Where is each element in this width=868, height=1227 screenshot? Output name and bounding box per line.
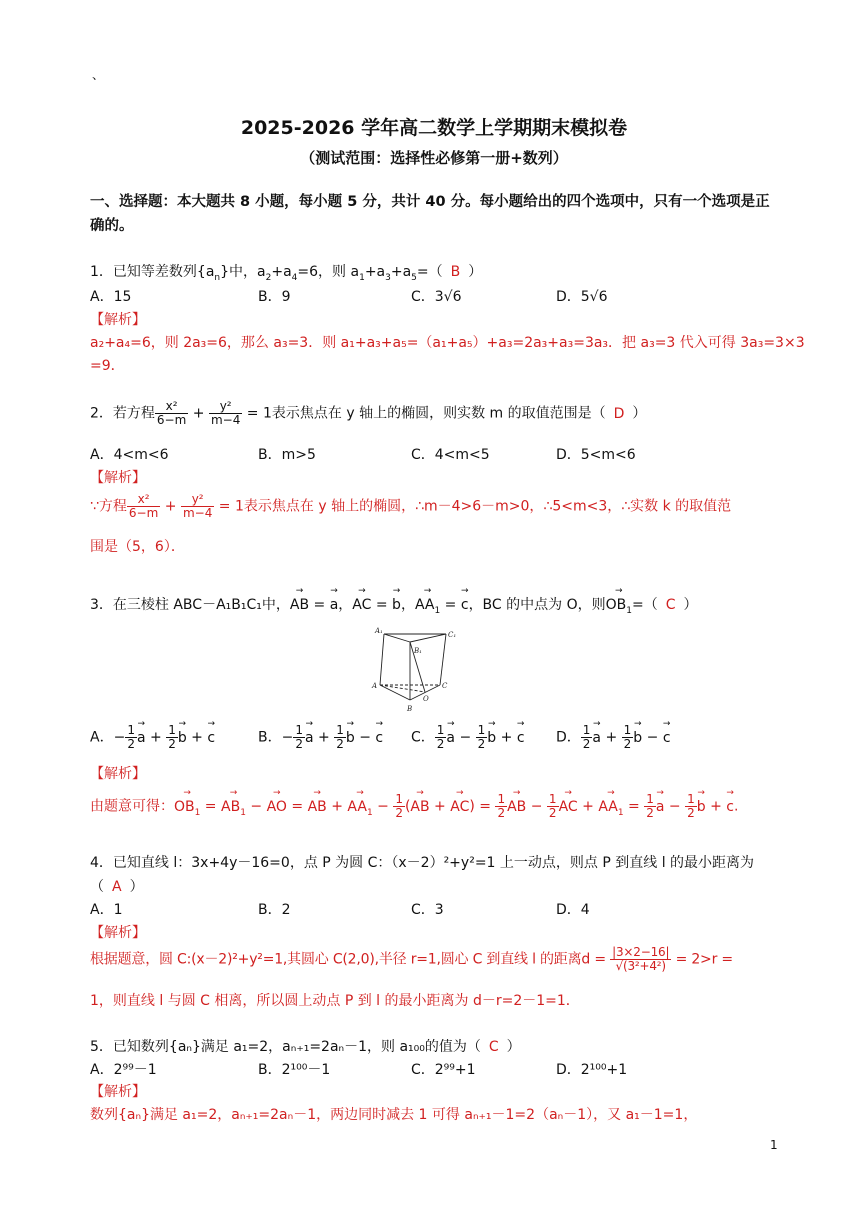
q5-analysis-label: 【解析】 [90,1084,146,1100]
q4-option-a: A．1 [90,902,123,918]
q5-option-a: A．2⁹⁹－1 [90,1062,157,1078]
q4-answer-line: （ A ） [90,879,144,895]
q2-stem: 2．若方程 $\frac{\text{x²}}{6-m}$ + $\frac{\text{y²}}{m-4}$ = 1表示焦点在 y 轴上的椭圆，则实数 m 的取值范围是（ D ） [90,399,647,427]
q1-solution-line2: =9． [90,358,125,374]
top-mark: 、 [92,68,105,82]
svg-text:C: C [442,682,448,690]
q2-analysis-label: 【解析】 [90,470,146,486]
q1-stem: 1．已知等差数列$\{a_n\}$中，$a_2+a_4=6$，则 $a_1+a_3+a_5=$（ B ） [90,264,483,283]
q1-option-c: C．3√6 [411,289,462,305]
q3-solution: 由题意可得：→ $OB_1$ = → $AB_1$ − → AO = → AB + → $AA_1$ − $\frac{1}{2}$ (→ AB + → AC) = $\frac{1}{2}$ → AB − $\frac{1}{2}$ → AC + → $AA_1$ = $\frac{1}{2}$ → a − $\frac{1}{2}$ → b + → c. [90,793,738,820]
q3-option-d: D． $\frac{1}{2}$ → a + $\frac{1}{2}$ → b − → c [556,724,671,751]
q1-option-a: A．15 [90,289,132,305]
page-subtitle: （测试范围：选择性必修第一册+数列） [300,149,568,167]
q4-solution-line2: 1，则直线 l 与圆 C 相离，所以圆上动点 P 到 l 的最小距离为 d－r=2－1=1． [90,993,580,1009]
svg-text:A₁: A₁ [375,627,383,635]
q5-solution-line1: 数列{aₙ}满足 a₁=2，aₙ₊₁=2aₙ－1，两边同时减去 1 可得 aₙ₊₁－1=2（aₙ－1），又 a₁－1=1， [90,1107,698,1123]
q4-option-d: D．4 [556,902,590,918]
q1-option-b: B．9 [258,289,291,305]
prism-diagram [370,622,465,714]
q5-option-d: D．2¹⁰⁰+1 [556,1062,628,1078]
q1-analysis-label: 【解析】 [90,312,146,328]
page-title: 2025-2026 学年高二数学上学期期末模拟卷 [240,117,628,139]
q2-solution-line1: ∵方程 $\frac{\text{x²}}{6-m}$ + $\frac{\text{y²}}{m-4}$ = 1表示焦点在 y 轴上的椭圆，∴m－4>6－m>0，∴5<m<3，∴实数 k 的取值范 [90,492,732,520]
q4-analysis-label: 【解析】 [90,925,146,941]
q2-option-b: B．m>5 [258,447,316,463]
svg-text:A: A [372,682,378,690]
q4-stem: 4．已知直线 l：3x+4y－16=0，点 P 为圆 C：（x－2）²+y²=1 上一动点，则点 P 到直线 l 的最小距离为 [90,855,755,871]
q5-answer: C [488,1039,499,1055]
q4-solution-line1: 根据题意，圆 C:(x－2)²+y²=1,其圆心 C(2,0),半径 r=1,圆心 C 到直线 l 的距离d = $\frac{|3\times 2-16|}{\text{√(3²+4²)}}$ = 2>r = [90,945,733,973]
q4-answer: A [112,879,122,895]
svg-text:B₁: B₁ [414,647,422,655]
q5-stem: 5．已知数列{aₙ}满足 a₁=2，aₙ₊₁=2aₙ－1，则 a₁₀₀的值为（ C ） [90,1039,521,1055]
page-number: 1 [770,1138,778,1152]
q2-solution-line2: 围是（5，6）． [90,539,185,555]
q5-option-c: C．2⁹⁹+1 [411,1062,476,1078]
svg-text:C₁: C₁ [448,631,457,639]
q2-answer: D [613,405,625,422]
svg-text:B: B [407,705,413,713]
q3-stem: 3．在三棱柱 ABC－A₁B₁C₁中，→ AB = → a，→ AC = → b，→ $AA_1$ = → c，BC 的中点为 O，则→ $OB_1=$（ C ） [90,594,698,616]
q3-option-b: B．− $\frac{1}{2}$ → a + $\frac{1}{2}$ → b − → c [258,724,383,751]
q3-analysis-label: 【解析】 [90,766,146,782]
section-heading: 一、选择题：本大题共 8 小题，每小题 5 分，共计 40 分。每小题给出的四个选项中，只有一个选项是正确的。 [90,194,770,234]
q5-option-b: B．2¹⁰⁰－1 [258,1062,331,1078]
q1-solution-line1: a₂+a₄=6，则 2a₃=6，那么 a₃=3．则 a₁+a₃+a₅=（a₁+a₅）+a₃=2a₃+a₃=3a₃．把 a₃=3 代入可得 3a₃=3×3 [90,335,805,351]
q2-option-a: A．4<m<6 [90,447,169,463]
q4-option-b: B．2 [258,902,291,918]
q3-option-c: C． $\frac{1}{2}$ → a − $\frac{1}{2}$ → b + → c [411,724,525,751]
q2-option-c: C．4<m<5 [411,447,490,463]
q1-answer: B [450,264,461,280]
q3-option-a: A．− $\frac{1}{2}$ → a + $\frac{1}{2}$ → b + → c [90,724,215,751]
q3-answer: C [665,597,676,613]
q2-option-d: D．5<m<6 [556,447,636,463]
q4-option-c: C．3 [411,902,444,918]
q1-option-d: D．5√6 [556,289,608,305]
svg-text:O: O [423,695,429,703]
